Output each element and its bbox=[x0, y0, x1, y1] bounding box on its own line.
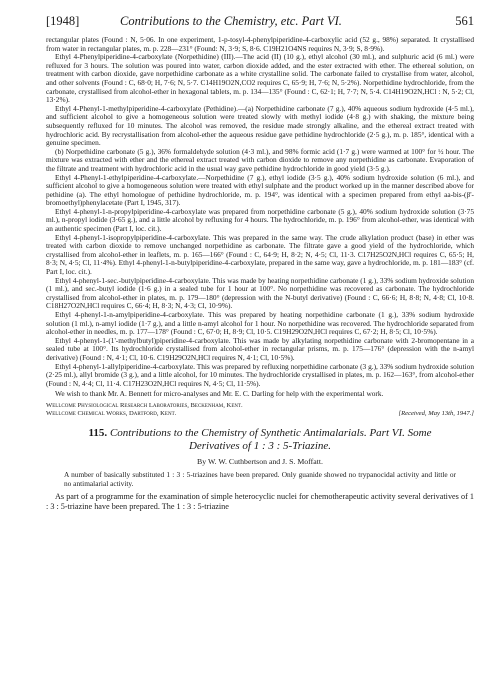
running-header bbox=[46, 14, 474, 34]
header-title: Contributions to the Chemistry, etc. Part VI. bbox=[120, 14, 342, 28]
header-year: [1948] bbox=[46, 14, 80, 28]
received-date: [Received, May 13th, 1947.] bbox=[398, 409, 474, 417]
article-heading bbox=[46, 427, 474, 453]
affiliation-line bbox=[46, 402, 474, 410]
paragraph: Ethyl 4-phenyl-1-sec.-butylpiperidine-4-carboxylate. This was made by heating norpethidine carbonate (1 g.), 33% sodium hydroxide solution (1 ml.), and sec.-butyl iodide (1·6 g.) in a sealed tube for 1 hour at 100°. No norpethidine was recovered as carbonate. The hydrochloride crystallised from alcohol-ether in plates, m. p. 179—180° (depression with the N-butyl derivative) (Found : C, 66·6; H, 8·8; N, 4·8; Cl, 10·8. C18H27O2N,HCl requires C, 66·4; H, 8·3; N, 4·3; Cl, 10·9%). bbox=[46, 275, 474, 311]
paragraph: Ethyl 4-phenyl-1-(1'-methylbutyl)piperidine-4-carboxylate. This was made by alkylating norpethidine carbonate with 2-bromopentane in a sealed tube at 100°. Its hydrochloride crystallised from alcohol-ether in rectangular prisms, m. p. 175—176° (depression with the n-amyl derivative) (Found : N, 4·1; Cl, 10·6. C19H29O2N,HCl requires N, 4·1; Cl, 10·5%). bbox=[46, 335, 474, 362]
paragraph: Ethyl 4-phenyl-1-n-amylpiperidine-4-carboxylate. This was prepared by heating norpethidine carbonate (1 g.), 33% sodium hydroxide solution (1 ml.), n-amyl iodide (1·7 g.), and a little n-amyl alcohol for 1 hour. No norpethidine was recovered. The hydrochloride separated from alcohol-ether in needles, m. p. 177—178° (Found : C, 67·0; H, 8·9; Cl, 10·5. C19H29O2N,HCl requires C, 67·2; H, 8·5; Cl, 10·5%). bbox=[46, 310, 474, 337]
intro-paragraph: As part of a programme for the examination of simple heterocyclic nuclei for chemotherapeutic activity several derivatives of 1 : 3 : 5-triazine have been prepared. The 1 : 3 : 5-triazine bbox=[46, 492, 474, 511]
article-body bbox=[46, 36, 474, 511]
acknowledgement: We wish to thank Mr. A. Bennett for micro-analyses and Mr. E. C. Darling for help with the experimental work. bbox=[55, 389, 384, 399]
affiliation-line bbox=[46, 410, 474, 418]
paragraph: (b) Norpethidine carbonate (5 g.), 36% formaldehyde solution (4·3 ml.), and 98% formic acid (1·7 g.) were warmed at 100° for ½ hour. The mixture was extracted with ether and the ethereal extract treated with carbon dioxide to remove any norpethidine as carbonate. Evaporation of the filtrate and treatment with hydrochloric acid in the usual way gave pethidine hydrochloride in good yield (3·5 g.). bbox=[46, 146, 474, 173]
affiliation-block bbox=[46, 402, 474, 418]
paragraph: Ethyl 4-phenyl-1-allylpiperidine-4-carboxylate. This was prepared by refluxing norpethidine carbonate (3 g.), 33% sodium hydroxide solution (2·25 ml.), allyl bromide (3 g.), and a little alcohol, for 10 minutes. The hydrochloride crystallised in plates, m. p. 162—163°, from alcohol-ether (Found : N, 4·4; Cl, 11·4. C17H23O2N,HCl requires N, 4·5; Cl, 11·5%). bbox=[46, 361, 474, 388]
article-abstract: A number of basically substituted 1 : 3 : 5-triazines have been prepared. Only guanide showed no trypanocidal activity and little or no antimalarial activity. bbox=[64, 469, 456, 488]
affiliation-2: Wellcome Chemical Works, Dartford, Kent. bbox=[46, 409, 177, 417]
journal-page bbox=[46, 14, 474, 511]
header-page-number: 561 bbox=[455, 14, 474, 28]
article-number: 115. bbox=[88, 426, 108, 439]
paragraph: Ethyl 4-Phenylpiperidine-4-carboxylate (Norpethidine) (III).—The acid (II) (10 g.), ethyl alcohol (30 ml.), and sulphuric acid (6 ml.) were refluxed for 3 hours. The solution was poured into water, carbon dioxide added, and the ester extracted with ether. The ethereal solution, on treatment with carbon dioxide, gave norpethidine carbonate as a white crystalline solid. The carbonate failed to crystallise from water, alcohol, and other solvents (Found : C, 68·0; H, 7·6; N, 5·7. C14H19O2N,CO2 requires C, 65·9; H, 7·6; N, 5·2%). Norpethidine hydrochloride, from the carbonate, crystallised from alcohol-ether in hexagonal tablets, m. p. 134—135° (Found : C, 62·1; H, 7·7; N, 5·4. C14H19O2N,HCl : N, 5·2; Cl, 13·2%). bbox=[46, 52, 474, 105]
intro-block bbox=[46, 492, 474, 511]
paragraph: Ethyl 4-Phenyl-1-methylpiperidine-4-carboxylate (Pethidine).—(a) Norpethidine carbonate (7 g.), 40% aqueous sodium hydroxide (4·5 ml.), and sufficient alcohol to give a homogeneous solution were treated slowly with methyl iodide (4·8 g.) with shaking, the mixture being subsequently refluxed for 10 minutes. The alcohol was removed, the residue made strongly alkaline, and the ethereal extract treated with hydrochloric acid. By recrystallisation from alcohol-ether the aqueous residue gave pethidine hydrochloride (2·5 g.), m. p. 185°, identical with a genuine specimen. bbox=[46, 103, 474, 148]
paragraph: Ethyl 4-phenyl-1-n-propylpiperidine-4-carboxylate was prepared from norpethidine carbonate (5 g.), 40% sodium hydroxide solution (3·75 ml.), n-propyl iodide (3·65 g.), and a little alcohol by refluxing for 4 hours. The hydrochloride, m. p. 196° from alcohol-ether, was identical with an authentic specimen (Part I, loc. cit.). bbox=[46, 206, 474, 234]
paragraph: Ethyl 4-Phenyl-1-ethylpiperidine-4-carboxylate.—Norpethidine (7 g.), ethyl iodide (3·5 g.), 40% sodium hydroxide solution (6 ml.), and sufficient alcohol to give a homogeneous solution were treated with ethyl sulphate and the product worked up in the manner described above for pethidine (a). The ethyl homologue of pethidine hydrochloride, m. p. 194°, was identical with a specimen prepared from ethyl aa-bis-(β'-bromoethyl)phenylacetate (Part I, 1945, 317). bbox=[46, 172, 474, 208]
article-title: Contributions to the Chemistry of Synthetic Antimalarials. Part VI. Some Derivatives of 1 : 3 : 5-Triazine. bbox=[109, 426, 432, 452]
affiliation-1: Wellcome Physiological Research Laboratories, Beckenham, Kent. bbox=[46, 401, 243, 409]
paragraph: rectangular plates (Found : N, 5·06. In one experiment, 1-p-tosyl-4-phenylpiperidine-4-carboxylic acid (52 g., 98%) separated. It crystallised from water in rectangular plates, m. p. 228—231° (Found: N, 3·9; S, 8·6. C19H21O4NS requires N, 3·9; S, 8·9%). bbox=[46, 35, 474, 53]
article-authors: By W. W. Cuthbertson and J. S. Moffatt. bbox=[197, 456, 323, 466]
paragraph: Ethyl 4-phenyl-1-isopropylpiperidine-4-carboxylate. This was prepared in the same way. The crude alkylation product (base) in ether was treated with carbon dioxide to remove unchanged norpethidine as carbonate. The filtrate gave a good yield of the hydrochloride, which crystallised from alcohol-ether in leaflets, m. p. 165—166° (Found : C, 64·9; H, 8·2; N, 4·5; Cl, 11·3. C17H25O2N,HCl requires C, 65·5; H, 8·3; N, 4·5; Cl, 11·4%). Ethyl 4-phenyl-1-n-butylpiperidine-4-carboxylate, prepared in the same way, gave a hydrochloride, m. p. 181—183° (cf. Part I, loc. cit.). bbox=[46, 232, 474, 277]
